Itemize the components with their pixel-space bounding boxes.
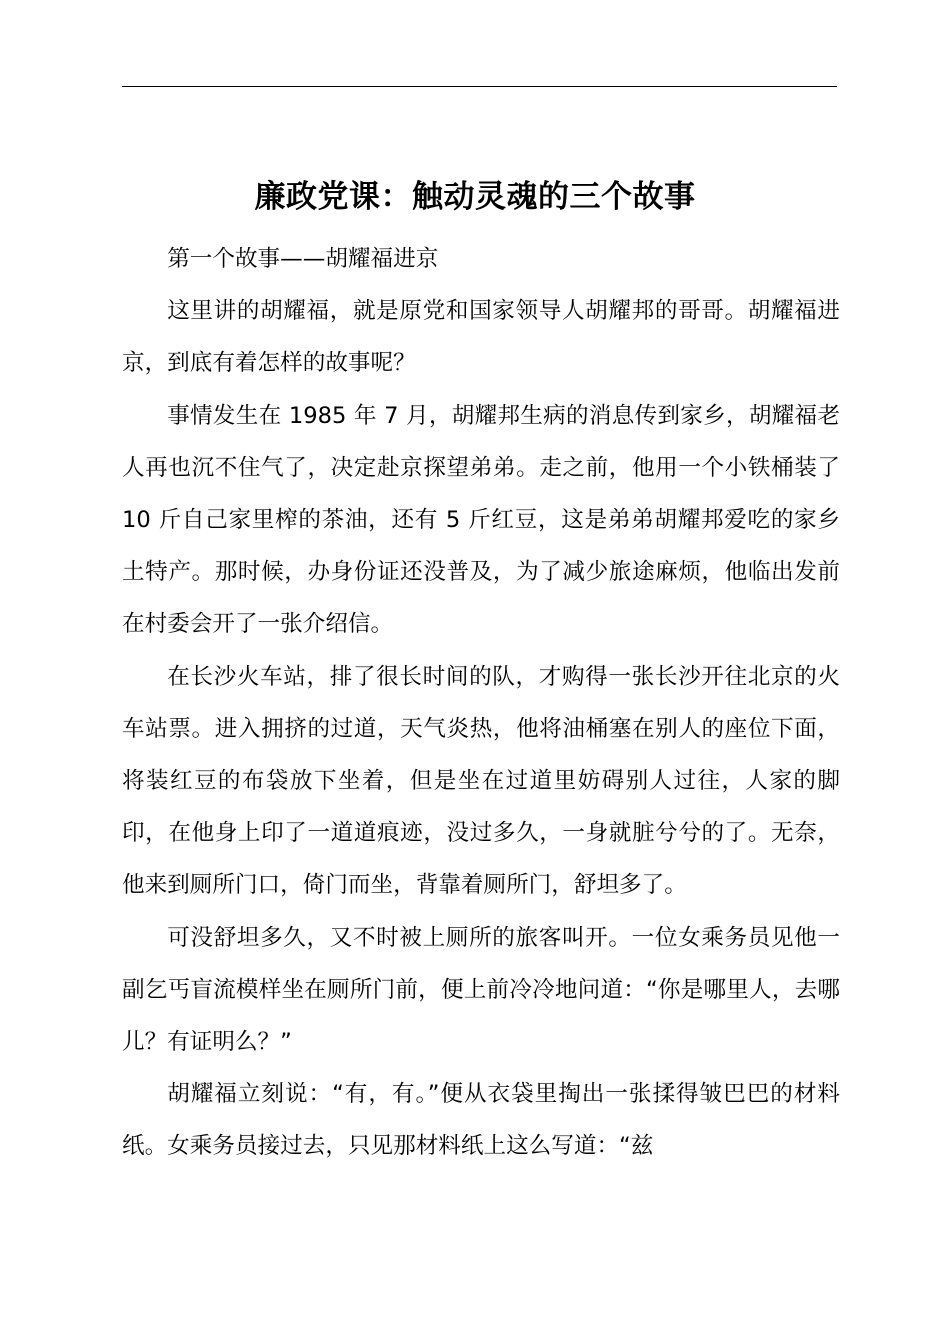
document-body: [122, 233, 840, 1173]
paragraph: 在长沙火车站，排了很长时间的队，才购得一张长沙开往北京的火车站票。进入拥挤的过道，天气炎热，他将油桶塞在别人的座位下面，将装红豆的布袋放下坐着，但是坐在过道里妨碍别人过往，人家的脚印，在他身上印了一道道痕迹，没过多久，一身就脏兮兮的了。无奈，他来到厕所门口，倚门而坐，背靠着厕所门，舒坦多了。: [122, 663, 840, 899]
document-title: 廉政党课：触动灵魂的三个故事: [254, 178, 696, 215]
story-heading: 第一个故事——胡耀福进京: [167, 246, 439, 272]
paragraph: 这里讲的胡耀福，就是原党和国家领导人胡耀邦的哥哥。胡耀福进京，到底有着怎样的故事呢？: [122, 298, 840, 377]
paragraph: 胡耀福立刻说：“有，有。”便从衣袋里掏出一张揉得皱巴巴的材料纸。女乘务员接过去，只见那材料纸上这么写道：“兹: [122, 1081, 840, 1160]
paragraph: 可没舒坦多久，又不时被上厕所的旅客叫开。一位女乘务员见他一副乞丐盲流模样坐在厕所门前，便上前冷冷地问道：“你是哪里人，去哪儿？有证明么？”: [122, 924, 840, 1056]
paragraph: 事情发生在 1985 年 7 月，胡耀邦生病的消息传到家乡，胡耀福老人再也沉不住气了，决定赴京探望弟弟。走之前，他用一个小铁桶装了 10 斤自己家里榨的茶油，还有 5 斤红豆，这是弟弟胡耀邦爱吃的家乡土特产。那时候，办身份证还没普及，为了减少旅途麻烦，他临出发前在村委会开了一张介绍信。: [122, 402, 840, 638]
header-rule: [122, 86, 837, 87]
